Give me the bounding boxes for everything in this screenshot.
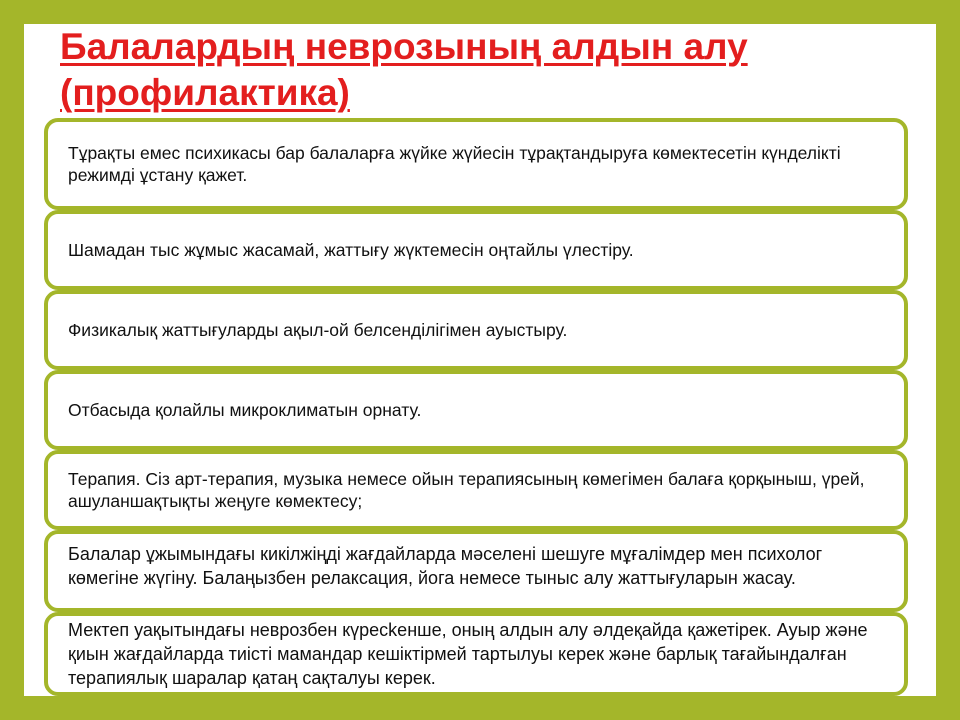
list-item-text: Мектеп уақытындағы неврозбен күресkенше, оның алдын алу әлдеқайда қажетірек. Ауыр және қиын жағдайларда тиісті мамандар кешіктірмей тартылуы керек және барлық тағайындалған терапиялық шаралар қатаң сақталуы керек. — [68, 620, 868, 688]
list-item — [44, 210, 908, 290]
list-item-text: Балалар ұжымындағы кикілжіңді жағдайларда мәселені шешуге мұғалімдер мен психолог көмегіне жүгіну. Балаңызбен релаксация, йога немесе тыныс алу жаттығуларын жасау. — [68, 544, 823, 588]
list-item — [44, 118, 908, 210]
list-item-text: Шамадан тыс жұмыс жасамай, жаттығу жүктемесін оңтайлы үлестіру. — [68, 240, 634, 260]
slide — [24, 24, 936, 696]
list-item-text: Терапия. Сіз арт-терапия, музыка немесе ойын терапиясының көмегімен балаға қорқыныш, үрей, ашуланшақтықты жеңуге көмектесу; — [68, 469, 865, 511]
list-item — [44, 450, 908, 530]
list-item-text: Тұрақты емес психикасы бар балаларға жүйке жүйесін тұрақтандыруға көмектесетін күнделікті режимді ұстану қажет. — [68, 143, 841, 185]
list-item — [44, 370, 908, 450]
list-item — [44, 290, 908, 370]
slide-title: Балалардың неврозының алдын алу (профилактика) — [60, 26, 748, 113]
list-item — [44, 530, 908, 612]
list-item-text: Физикалық жаттығуларды ақыл-ой белсенділігімен ауыстыру. — [68, 320, 568, 340]
list-item — [44, 612, 908, 696]
list-item-text: Отбасыда қолайлы микроклиматын орнату. — [68, 400, 422, 420]
